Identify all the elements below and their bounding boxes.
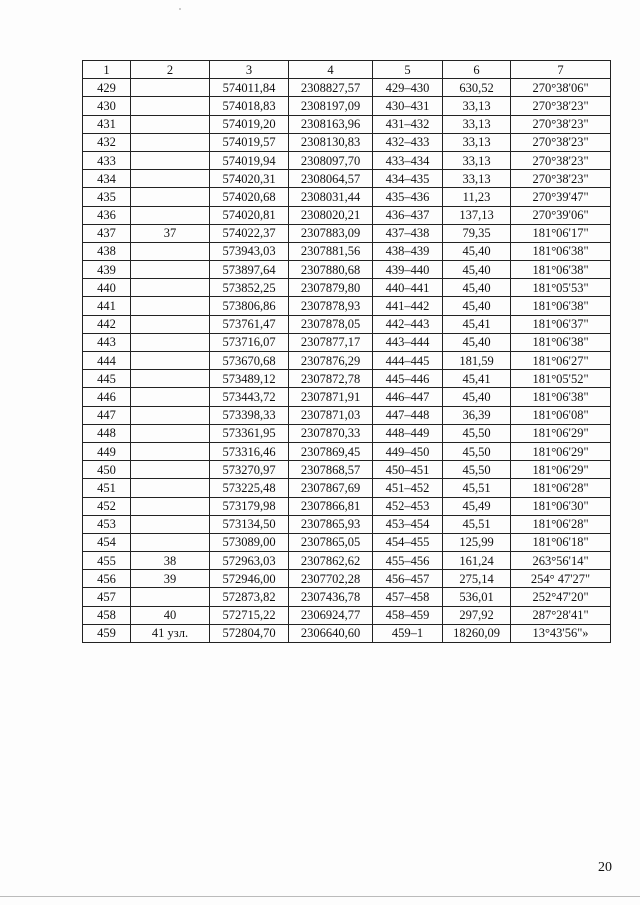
table-cell: 573897,64 [210, 261, 289, 279]
table-cell: 2307880,68 [289, 261, 373, 279]
table-cell: 452 [83, 497, 131, 515]
table-cell: 439 [83, 261, 131, 279]
table-cell: 536,01 [443, 588, 511, 606]
table-cell: 45,40 [443, 279, 511, 297]
table-cell: 2307879,80 [289, 279, 373, 297]
table-row [83, 497, 611, 515]
column-header: 6 [443, 61, 511, 79]
table-cell: 432–433 [373, 133, 443, 151]
table-cell: 454 [83, 533, 131, 551]
table-cell: 442–443 [373, 315, 443, 333]
table-cell: 45,40 [443, 333, 511, 351]
table-cell: 573270,97 [210, 461, 289, 479]
table-cell [131, 388, 210, 406]
table-cell: 181°05'52" [511, 370, 611, 388]
table-cell: 45,50 [443, 442, 511, 460]
table-cell: 455 [83, 552, 131, 570]
table-cell [131, 352, 210, 370]
table-cell: 41 узл. [131, 624, 210, 642]
table-cell: 45,41 [443, 370, 511, 388]
page-number: 20 [598, 860, 612, 875]
table-cell: 445 [83, 370, 131, 388]
table-cell: 573489,12 [210, 370, 289, 388]
table-cell: 449 [83, 442, 131, 460]
table-cell: 2307872,78 [289, 370, 373, 388]
table-cell [131, 406, 210, 424]
table-cell: 433–434 [373, 151, 443, 169]
table-cell: 181°06'18" [511, 533, 611, 551]
table-cell: 297,92 [443, 606, 511, 624]
table-cell [131, 515, 210, 533]
table-cell: 2307702,28 [289, 570, 373, 588]
table-cell: 181°06'38" [511, 333, 611, 351]
table-row [83, 242, 611, 260]
table-cell: 2307867,69 [289, 479, 373, 497]
table-cell: 45,50 [443, 461, 511, 479]
table-cell: 445–446 [373, 370, 443, 388]
table-cell: 2307436,78 [289, 588, 373, 606]
table-cell: 33,13 [443, 151, 511, 169]
table-cell [131, 461, 210, 479]
table-cell: 450–451 [373, 461, 443, 479]
table-cell: 45,50 [443, 424, 511, 442]
table-cell: 444–445 [373, 352, 443, 370]
table-cell: 435 [83, 188, 131, 206]
table-cell: 45,40 [443, 261, 511, 279]
table-cell: 432 [83, 133, 131, 151]
table-cell: 446 [83, 388, 131, 406]
table-cell: 275,14 [443, 570, 511, 588]
table-cell: 181,59 [443, 352, 511, 370]
table-cell: 2307865,93 [289, 515, 373, 533]
table-cell: 454–455 [373, 533, 443, 551]
table-row [83, 552, 611, 570]
table-row [83, 261, 611, 279]
table-cell: 436 [83, 206, 131, 224]
table-cell: 181°06'29" [511, 442, 611, 460]
table-cell: 573089,00 [210, 533, 289, 551]
table-cell [131, 115, 210, 133]
table-row [83, 97, 611, 115]
table-cell: 572873,82 [210, 588, 289, 606]
table-row [83, 442, 611, 460]
table-row [83, 79, 611, 97]
table-cell: 441 [83, 297, 131, 315]
table-cell [131, 297, 210, 315]
table-cell [131, 97, 210, 115]
table-cell: 2307877,17 [289, 333, 373, 351]
table-cell: 431–432 [373, 115, 443, 133]
table-cell: 2308031,44 [289, 188, 373, 206]
table-cell: 2308020,21 [289, 206, 373, 224]
table-row [83, 533, 611, 551]
table-cell: 442 [83, 315, 131, 333]
table-cell: 33,13 [443, 133, 511, 151]
table-cell: 430–431 [373, 97, 443, 115]
table-row [83, 115, 611, 133]
table-cell: 455–456 [373, 552, 443, 570]
table-cell: 448 [83, 424, 131, 442]
table-cell: 181°06'38" [511, 297, 611, 315]
table-cell: 181°06'08" [511, 406, 611, 424]
table-cell: 574022,37 [210, 224, 289, 242]
table-cell: 441–442 [373, 297, 443, 315]
table-cell: 2308163,96 [289, 115, 373, 133]
table-cell: 2308827,57 [289, 79, 373, 97]
table-cell: 2307883,09 [289, 224, 373, 242]
table-row [83, 570, 611, 588]
table-cell: 254° 47'27" [511, 570, 611, 588]
table-cell: 453 [83, 515, 131, 533]
table-cell: 429 [83, 79, 131, 97]
table-cell: 2307869,45 [289, 442, 373, 460]
table-cell: 574018,83 [210, 97, 289, 115]
table-row [83, 515, 611, 533]
scan-speck [179, 8, 181, 10]
table-cell: 37 [131, 224, 210, 242]
table-cell: 431 [83, 115, 131, 133]
table-row [83, 406, 611, 424]
table-cell: 438–439 [373, 242, 443, 260]
table-cell [131, 261, 210, 279]
table-cell: 446–447 [373, 388, 443, 406]
table-cell: 2307881,56 [289, 242, 373, 260]
table-cell: 573716,07 [210, 333, 289, 351]
table-row [83, 279, 611, 297]
table-cell: 448–449 [373, 424, 443, 442]
table-row [83, 388, 611, 406]
table-cell: 181°06'28" [511, 515, 611, 533]
table-cell: 270°39'06" [511, 206, 611, 224]
table-cell: 181°06'27" [511, 352, 611, 370]
table-cell [131, 188, 210, 206]
table-cell [131, 533, 210, 551]
column-header: 1 [83, 61, 131, 79]
table-cell: 38 [131, 552, 210, 570]
table-cell [131, 242, 210, 260]
table-cell: 435–436 [373, 188, 443, 206]
table-cell: 447–448 [373, 406, 443, 424]
table-cell: 447 [83, 406, 131, 424]
table-cell: 270°38'23" [511, 115, 611, 133]
table-cell: 573806,86 [210, 297, 289, 315]
table-cell: 252°47'20" [511, 588, 611, 606]
table-cell: 125,99 [443, 533, 511, 551]
column-header: 3 [210, 61, 289, 79]
table-cell: 573134,50 [210, 515, 289, 533]
table-cell: 439–440 [373, 261, 443, 279]
table-cell: 137,13 [443, 206, 511, 224]
table-cell: 456 [83, 570, 131, 588]
table-cell: 573316,46 [210, 442, 289, 460]
table-cell: 40 [131, 606, 210, 624]
table-cell: 11,23 [443, 188, 511, 206]
table-row [83, 352, 611, 370]
table-cell [131, 315, 210, 333]
table-cell: 270°38'23" [511, 151, 611, 169]
table-cell [131, 424, 210, 442]
table-cell: 39 [131, 570, 210, 588]
table-cell: 181°06'17" [511, 224, 611, 242]
table-cell: 270°38'23" [511, 97, 611, 115]
table-cell: 36,39 [443, 406, 511, 424]
table-cell: 437–438 [373, 224, 443, 242]
table-cell: 451–452 [373, 479, 443, 497]
table-cell: 181°06'29" [511, 424, 611, 442]
table-cell: 452–453 [373, 497, 443, 515]
table-cell [131, 479, 210, 497]
table-row [83, 297, 611, 315]
table-row [83, 333, 611, 351]
table-cell [131, 442, 210, 460]
table-row [83, 315, 611, 333]
table-cell: 572963,03 [210, 552, 289, 570]
table-cell: 437 [83, 224, 131, 242]
table-cell: 287°28'41" [511, 606, 611, 624]
table-cell: 33,13 [443, 115, 511, 133]
table-cell: 33,13 [443, 97, 511, 115]
table-row [83, 170, 611, 188]
table-cell: 573179,98 [210, 497, 289, 515]
table-cell: 436–437 [373, 206, 443, 224]
table-cell [131, 79, 210, 97]
table-row [83, 479, 611, 497]
table-header-row [83, 61, 611, 79]
table-cell [131, 497, 210, 515]
table-cell: 572715,22 [210, 606, 289, 624]
table-cell: 574020,68 [210, 188, 289, 206]
table-cell: 573670,68 [210, 352, 289, 370]
table-cell: 573361,95 [210, 424, 289, 442]
table-cell: 181°06'30" [511, 497, 611, 515]
table-cell: 434–435 [373, 170, 443, 188]
table-cell: 2308130,83 [289, 133, 373, 151]
table-cell: 2308064,57 [289, 170, 373, 188]
table-cell: 270°38'06" [511, 79, 611, 97]
table-cell: 2308197,09 [289, 97, 373, 115]
table-cell: 444 [83, 352, 131, 370]
table-cell: 449–450 [373, 442, 443, 460]
table-cell: 181°06'38" [511, 261, 611, 279]
table-cell: 2307870,33 [289, 424, 373, 442]
table-cell: 2307865,05 [289, 533, 373, 551]
table-cell: 458–459 [373, 606, 443, 624]
table-cell: 573398,33 [210, 406, 289, 424]
table-cell: 270°38'23" [511, 170, 611, 188]
table-cell: 450 [83, 461, 131, 479]
table-row [83, 606, 611, 624]
table-cell: 181°06'37" [511, 315, 611, 333]
table-cell: 45,49 [443, 497, 511, 515]
table-cell: 2307878,05 [289, 315, 373, 333]
table-cell: 438 [83, 242, 131, 260]
table-cell: 458 [83, 606, 131, 624]
table-row [83, 588, 611, 606]
table-cell: 459–1 [373, 624, 443, 642]
table-cell: 13°43'56"» [511, 624, 611, 642]
table-cell: 45,41 [443, 315, 511, 333]
table-cell [131, 588, 210, 606]
table-cell: 2307871,91 [289, 388, 373, 406]
table-cell: 433 [83, 151, 131, 169]
table-row [83, 461, 611, 479]
table-cell: 2307878,93 [289, 297, 373, 315]
table-cell: 443–444 [373, 333, 443, 351]
table-cell: 574020,81 [210, 206, 289, 224]
table-cell: 574020,31 [210, 170, 289, 188]
table-cell: 572946,00 [210, 570, 289, 588]
table-cell [131, 370, 210, 388]
table-cell: 181°06'28" [511, 479, 611, 497]
table-cell: 459 [83, 624, 131, 642]
table-cell: 181°06'38" [511, 242, 611, 260]
table-cell: 2307866,81 [289, 497, 373, 515]
table-cell [131, 151, 210, 169]
table-cell: 440–441 [373, 279, 443, 297]
table-cell: 45,40 [443, 388, 511, 406]
table-cell: 263°56'14" [511, 552, 611, 570]
table-row [83, 188, 611, 206]
table-cell: 181°05'53" [511, 279, 611, 297]
table-cell: 45,40 [443, 242, 511, 260]
table-cell: 453–454 [373, 515, 443, 533]
table-cell: 270°38'23" [511, 133, 611, 151]
table-cell [131, 206, 210, 224]
table-cell: 161,24 [443, 552, 511, 570]
table-cell: 79,35 [443, 224, 511, 242]
table-cell [131, 333, 210, 351]
table-cell: 457 [83, 588, 131, 606]
table-cell: 573443,72 [210, 388, 289, 406]
table-cell: 434 [83, 170, 131, 188]
table-cell: 430 [83, 97, 131, 115]
table-cell: 2308097,70 [289, 151, 373, 169]
table-cell: 456–457 [373, 570, 443, 588]
table-cell: 457–458 [373, 588, 443, 606]
table-cell [131, 133, 210, 151]
table-cell: 574011,84 [210, 79, 289, 97]
table-cell: 33,13 [443, 170, 511, 188]
column-header: 7 [511, 61, 611, 79]
table-cell: 18260,09 [443, 624, 511, 642]
table-row [83, 206, 611, 224]
table-cell: 45,40 [443, 297, 511, 315]
table-cell: 573761,47 [210, 315, 289, 333]
table-cell: 572804,70 [210, 624, 289, 642]
column-header: 4 [289, 61, 373, 79]
column-header: 2 [131, 61, 210, 79]
table-row [83, 370, 611, 388]
table-cell: 630,52 [443, 79, 511, 97]
table-cell [131, 170, 210, 188]
table-cell: 573225,48 [210, 479, 289, 497]
table-cell [131, 279, 210, 297]
coordinates-table [82, 60, 611, 643]
table-cell: 440 [83, 279, 131, 297]
table-cell: 2307868,57 [289, 461, 373, 479]
table-cell: 2307871,03 [289, 406, 373, 424]
table-row [83, 151, 611, 169]
table-cell: 574019,94 [210, 151, 289, 169]
table-cell: 45,51 [443, 479, 511, 497]
table-cell: 443 [83, 333, 131, 351]
table-cell: 2306924,77 [289, 606, 373, 624]
table-row [83, 133, 611, 151]
table-cell: 2307862,62 [289, 552, 373, 570]
table-cell: 429–430 [373, 79, 443, 97]
table-row [83, 424, 611, 442]
bottom-rule [0, 896, 640, 897]
table-cell: 574019,20 [210, 115, 289, 133]
table-cell: 451 [83, 479, 131, 497]
table-cell: 573943,03 [210, 242, 289, 260]
table-cell: 573852,25 [210, 279, 289, 297]
table-cell: 2306640,60 [289, 624, 373, 642]
column-header: 5 [373, 61, 443, 79]
table-cell: 574019,57 [210, 133, 289, 151]
table-cell: 45,51 [443, 515, 511, 533]
table-cell: 181°06'29" [511, 461, 611, 479]
table-cell: 2307876,29 [289, 352, 373, 370]
table-cell: 270°39'47" [511, 188, 611, 206]
table-row [83, 624, 611, 642]
table-row [83, 224, 611, 242]
table-cell: 181°06'38" [511, 388, 611, 406]
